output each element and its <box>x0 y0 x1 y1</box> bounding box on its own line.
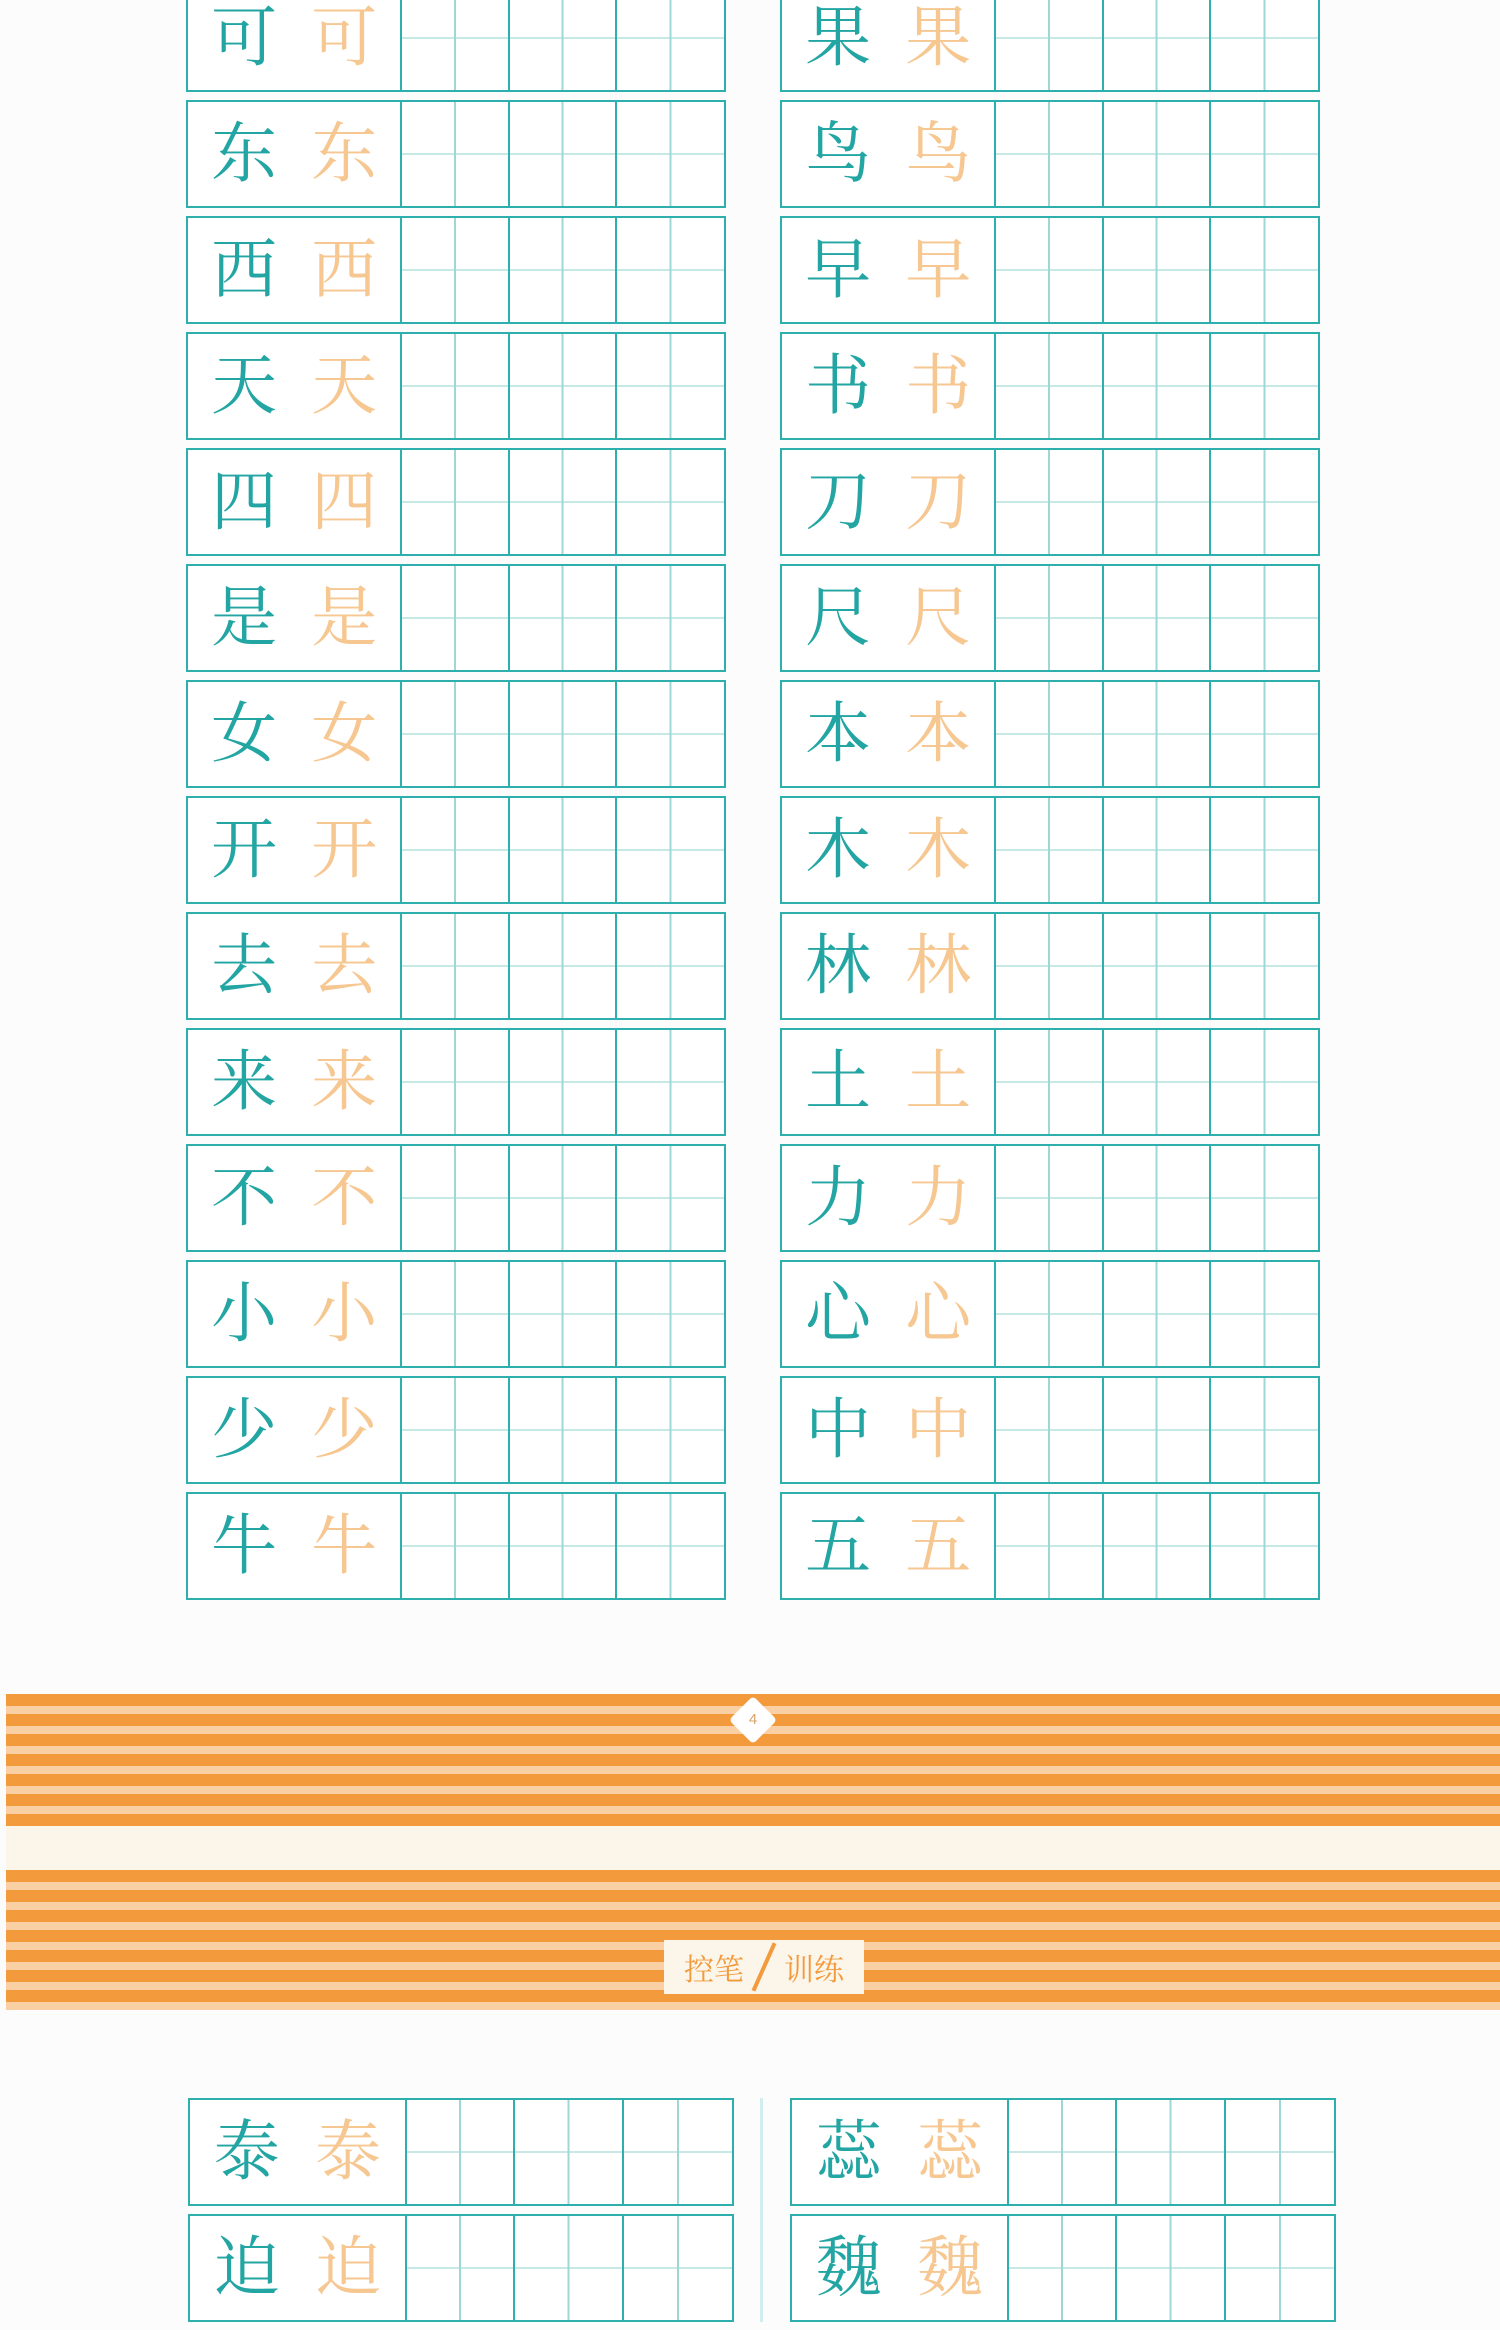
model-character: 五 <box>805 1507 872 1584</box>
model-character: 魏 <box>815 2229 882 2306</box>
character-cell <box>782 682 996 786</box>
column-divider <box>760 2098 763 2322</box>
practice-row <box>780 1492 1320 1600</box>
writing-cell[interactable] <box>1104 1146 1211 1250</box>
writing-cell[interactable] <box>617 566 724 670</box>
writing-cell[interactable] <box>402 450 509 554</box>
model-character: 刀 <box>805 463 872 540</box>
character-cell <box>792 2100 1009 2204</box>
practice-row <box>780 1028 1320 1136</box>
writing-cell[interactable] <box>510 1262 617 1366</box>
character-cell <box>782 1494 996 1598</box>
model-character: 尺 <box>805 579 872 656</box>
writing-cell[interactable] <box>617 1378 724 1482</box>
writing-cell[interactable] <box>617 914 724 1018</box>
writing-cell[interactable] <box>402 0 509 90</box>
writing-cell[interactable] <box>624 2216 732 2320</box>
practice-row <box>780 448 1320 556</box>
writing-cell[interactable] <box>510 1494 617 1598</box>
writing-cell[interactable] <box>624 2100 732 2204</box>
practice-row <box>186 100 726 208</box>
writing-cell[interactable] <box>510 1378 617 1482</box>
character-cell <box>782 1030 996 1134</box>
trace-character: 是 <box>311 579 378 656</box>
trace-character: 力 <box>905 1159 972 1236</box>
writing-cell[interactable] <box>617 1030 724 1134</box>
writing-cell[interactable] <box>402 914 509 1018</box>
writing-cell[interactable] <box>510 218 617 322</box>
trace-character: 蕊 <box>917 2113 984 2190</box>
writing-cell[interactable] <box>996 1262 1103 1366</box>
model-character: 东 <box>211 115 278 192</box>
writing-cell[interactable] <box>996 102 1103 206</box>
character-cell <box>792 2216 1009 2320</box>
practice-row <box>790 2098 1336 2206</box>
writing-cell[interactable] <box>1211 1262 1318 1366</box>
writing-cell[interactable] <box>1117 2100 1225 2204</box>
practice-row <box>780 1260 1320 1368</box>
writing-cell[interactable] <box>996 566 1103 670</box>
writing-cell[interactable] <box>1211 450 1318 554</box>
practice-row <box>780 680 1320 788</box>
practice-grid-right <box>780 0 1320 1608</box>
model-character: 天 <box>211 347 278 424</box>
writing-cell[interactable] <box>1104 1378 1211 1482</box>
writing-cell[interactable] <box>617 218 724 322</box>
trace-character: 泰 <box>315 2113 382 2190</box>
writing-cell[interactable] <box>996 1494 1103 1598</box>
model-character: 去 <box>211 927 278 1004</box>
practice-grid-bottom-left <box>188 2098 734 2330</box>
writing-cell[interactable] <box>1211 1030 1318 1134</box>
character-cell <box>188 566 402 670</box>
writing-cell[interactable] <box>402 1378 509 1482</box>
model-character: 土 <box>805 1043 872 1120</box>
model-character: 可 <box>211 0 278 76</box>
practice-row <box>790 2214 1336 2322</box>
trace-character: 鸟 <box>905 115 972 192</box>
writing-cell[interactable] <box>402 334 509 438</box>
trace-character: 去 <box>311 927 378 1004</box>
model-character: 书 <box>805 347 872 424</box>
writing-cell[interactable] <box>617 334 724 438</box>
page-number-badge <box>729 1696 777 1744</box>
model-character: 小 <box>211 1275 278 1352</box>
model-character: 中 <box>805 1391 872 1468</box>
trace-character: 果 <box>905 0 972 76</box>
trace-character: 西 <box>311 231 378 308</box>
trace-character: 天 <box>311 347 378 424</box>
practice-row <box>186 796 726 904</box>
practice-row <box>186 564 726 672</box>
writing-cell[interactable] <box>510 102 617 206</box>
model-character: 泰 <box>213 2113 280 2190</box>
trace-character: 女 <box>311 695 378 772</box>
writing-cell[interactable] <box>996 798 1103 902</box>
model-character: 本 <box>805 695 872 772</box>
trace-character: 林 <box>905 927 972 1004</box>
writing-cell[interactable] <box>617 682 724 786</box>
writing-cell[interactable] <box>617 102 724 206</box>
character-cell <box>188 1378 402 1482</box>
practice-row <box>780 912 1320 1020</box>
writing-cell[interactable] <box>1117 2216 1225 2320</box>
writing-cell[interactable] <box>617 1494 724 1598</box>
character-cell <box>190 2100 407 2204</box>
writing-cell[interactable] <box>510 914 617 1018</box>
writing-cell[interactable] <box>1104 914 1211 1018</box>
trace-character: 早 <box>905 231 972 308</box>
model-character: 力 <box>805 1159 872 1236</box>
trace-character: 四 <box>311 463 378 540</box>
writing-cell[interactable] <box>402 1262 509 1366</box>
model-character: 是 <box>211 579 278 656</box>
trace-character: 少 <box>311 1391 378 1468</box>
writing-cell[interactable] <box>510 450 617 554</box>
practice-row <box>186 0 726 92</box>
practice-row <box>780 0 1320 92</box>
section-label-left: 控笔 <box>684 1953 744 1988</box>
writing-cell[interactable] <box>402 218 509 322</box>
writing-cell[interactable] <box>402 682 509 786</box>
practice-row <box>186 1144 726 1252</box>
trace-character: 刀 <box>905 463 972 540</box>
character-cell <box>782 450 996 554</box>
model-character: 不 <box>211 1159 278 1236</box>
character-cell <box>782 102 996 206</box>
writing-cell[interactable] <box>996 0 1103 90</box>
writing-cell[interactable] <box>1211 1494 1318 1598</box>
character-cell <box>188 914 402 1018</box>
writing-cell[interactable] <box>407 2100 515 2204</box>
model-character: 牛 <box>211 1507 278 1584</box>
writing-cell[interactable] <box>1104 798 1211 902</box>
character-cell <box>188 798 402 902</box>
writing-cell[interactable] <box>996 682 1103 786</box>
practice-row <box>780 1144 1320 1252</box>
practice-row <box>186 1376 726 1484</box>
trace-character: 魏 <box>917 2229 984 2306</box>
writing-cell[interactable] <box>402 1146 509 1250</box>
model-character: 木 <box>805 811 872 888</box>
writing-cell[interactable] <box>510 1030 617 1134</box>
writing-cell[interactable] <box>510 334 617 438</box>
writing-cell[interactable] <box>1211 0 1318 90</box>
character-cell <box>188 450 402 554</box>
model-character: 蕊 <box>815 2113 882 2190</box>
character-cell <box>782 1262 996 1366</box>
writing-cell[interactable] <box>402 102 509 206</box>
writing-cell[interactable] <box>996 1378 1103 1482</box>
writing-cell[interactable] <box>510 0 617 90</box>
model-character: 早 <box>805 231 872 308</box>
writing-cell[interactable] <box>617 798 724 902</box>
practice-row <box>186 912 726 1020</box>
practice-row <box>186 448 726 556</box>
trace-character: 尺 <box>905 579 972 656</box>
practice-row <box>780 100 1320 208</box>
writing-cell[interactable] <box>402 1494 509 1598</box>
practice-row <box>186 216 726 324</box>
writing-cell[interactable] <box>402 566 509 670</box>
trace-character: 五 <box>905 1507 972 1584</box>
trace-character: 木 <box>905 811 972 888</box>
practice-row <box>186 332 726 440</box>
practice-row <box>780 216 1320 324</box>
writing-cell[interactable] <box>510 1146 617 1250</box>
character-cell <box>188 334 402 438</box>
page-number: 4 <box>748 1711 758 1728</box>
section-label-right: 训练 <box>784 1953 844 1988</box>
writing-cell[interactable] <box>402 798 509 902</box>
writing-cell[interactable] <box>402 1030 509 1134</box>
trace-character: 来 <box>311 1043 378 1120</box>
writing-cell[interactable] <box>1211 334 1318 438</box>
writing-cell[interactable] <box>1104 1494 1211 1598</box>
practice-row <box>780 1376 1320 1484</box>
writing-cell[interactable] <box>1104 682 1211 786</box>
writing-cell[interactable] <box>1211 682 1318 786</box>
writing-cell[interactable] <box>617 450 724 554</box>
slash-divider <box>752 1942 777 1991</box>
trace-character: 牛 <box>311 1507 378 1584</box>
trace-character: 小 <box>311 1275 378 1352</box>
trace-character: 东 <box>311 115 378 192</box>
writing-cell[interactable] <box>617 1146 724 1250</box>
practice-row <box>188 2098 734 2206</box>
writing-cell[interactable] <box>1211 1378 1318 1482</box>
character-cell <box>190 2216 407 2320</box>
writing-cell[interactable] <box>996 1030 1103 1134</box>
writing-cell[interactable] <box>1104 1262 1211 1366</box>
page-gap <box>6 1826 1500 1870</box>
model-character: 鸟 <box>805 115 872 192</box>
trace-character: 土 <box>905 1043 972 1120</box>
trace-character: 中 <box>905 1391 972 1468</box>
writing-cell[interactable] <box>1104 0 1211 90</box>
writing-cell[interactable] <box>407 2216 515 2320</box>
writing-cell[interactable] <box>510 566 617 670</box>
writing-cell[interactable] <box>1211 102 1318 206</box>
character-cell <box>188 0 402 90</box>
writing-cell[interactable] <box>1226 2100 1334 2204</box>
practice-grid-bottom-right <box>790 2098 1336 2330</box>
writing-cell[interactable] <box>1211 566 1318 670</box>
character-cell <box>188 1494 402 1598</box>
character-cell <box>188 218 402 322</box>
writing-cell[interactable] <box>617 0 724 90</box>
trace-character: 可 <box>311 0 378 76</box>
model-character: 四 <box>211 463 278 540</box>
writing-cell[interactable] <box>1211 914 1318 1018</box>
model-character: 西 <box>211 231 278 308</box>
writing-cell[interactable] <box>1009 2216 1117 2320</box>
model-character: 林 <box>805 927 872 1004</box>
character-cell <box>188 1030 402 1134</box>
writing-cell[interactable] <box>617 1262 724 1366</box>
writing-cell[interactable] <box>1211 218 1318 322</box>
writing-cell[interactable] <box>996 1146 1103 1250</box>
writing-cell[interactable] <box>1104 218 1211 322</box>
practice-row <box>186 1260 726 1368</box>
writing-cell[interactable] <box>1211 1146 1318 1250</box>
writing-cell[interactable] <box>1104 450 1211 554</box>
writing-cell[interactable] <box>996 450 1103 554</box>
practice-row <box>186 1028 726 1136</box>
practice-row <box>186 1492 726 1600</box>
writing-cell[interactable] <box>510 798 617 902</box>
writing-cell[interactable] <box>996 334 1103 438</box>
writing-cell[interactable] <box>1211 798 1318 902</box>
character-cell <box>188 1262 402 1366</box>
character-cell <box>782 798 996 902</box>
character-cell <box>782 566 996 670</box>
character-cell <box>782 0 996 90</box>
model-character: 心 <box>805 1275 872 1352</box>
character-cell <box>782 914 996 1018</box>
character-cell <box>188 102 402 206</box>
writing-cell[interactable] <box>1104 102 1211 206</box>
model-character: 来 <box>211 1043 278 1120</box>
practice-row <box>186 680 726 788</box>
writing-cell[interactable] <box>1226 2216 1334 2320</box>
writing-cell[interactable] <box>1104 1030 1211 1134</box>
trace-character: 开 <box>311 811 378 888</box>
trace-character: 本 <box>905 695 972 772</box>
model-character: 开 <box>211 811 278 888</box>
trace-character: 不 <box>311 1159 378 1236</box>
writing-cell[interactable] <box>1104 334 1211 438</box>
writing-cell[interactable] <box>996 218 1103 322</box>
writing-cell[interactable] <box>510 682 617 786</box>
trace-character: 迫 <box>315 2229 382 2306</box>
model-character: 果 <box>805 0 872 76</box>
writing-cell[interactable] <box>996 914 1103 1018</box>
character-cell <box>188 682 402 786</box>
character-cell <box>782 218 996 322</box>
trace-character: 心 <box>905 1275 972 1352</box>
writing-cell[interactable] <box>1009 2100 1117 2204</box>
practice-row <box>780 796 1320 904</box>
character-cell <box>782 1378 996 1482</box>
character-cell <box>188 1146 402 1250</box>
character-cell <box>782 1146 996 1250</box>
practice-row <box>780 564 1320 672</box>
trace-character: 书 <box>905 347 972 424</box>
writing-cell[interactable] <box>515 2216 623 2320</box>
model-character: 女 <box>211 695 278 772</box>
writing-cell[interactable] <box>1104 566 1211 670</box>
model-character: 少 <box>211 1391 278 1468</box>
character-cell <box>782 334 996 438</box>
writing-cell[interactable] <box>515 2100 623 2204</box>
practice-row <box>780 332 1320 440</box>
model-character: 迫 <box>213 2229 280 2306</box>
practice-grid-left <box>186 0 726 1608</box>
practice-row <box>188 2214 734 2322</box>
section-label <box>664 1940 864 1994</box>
